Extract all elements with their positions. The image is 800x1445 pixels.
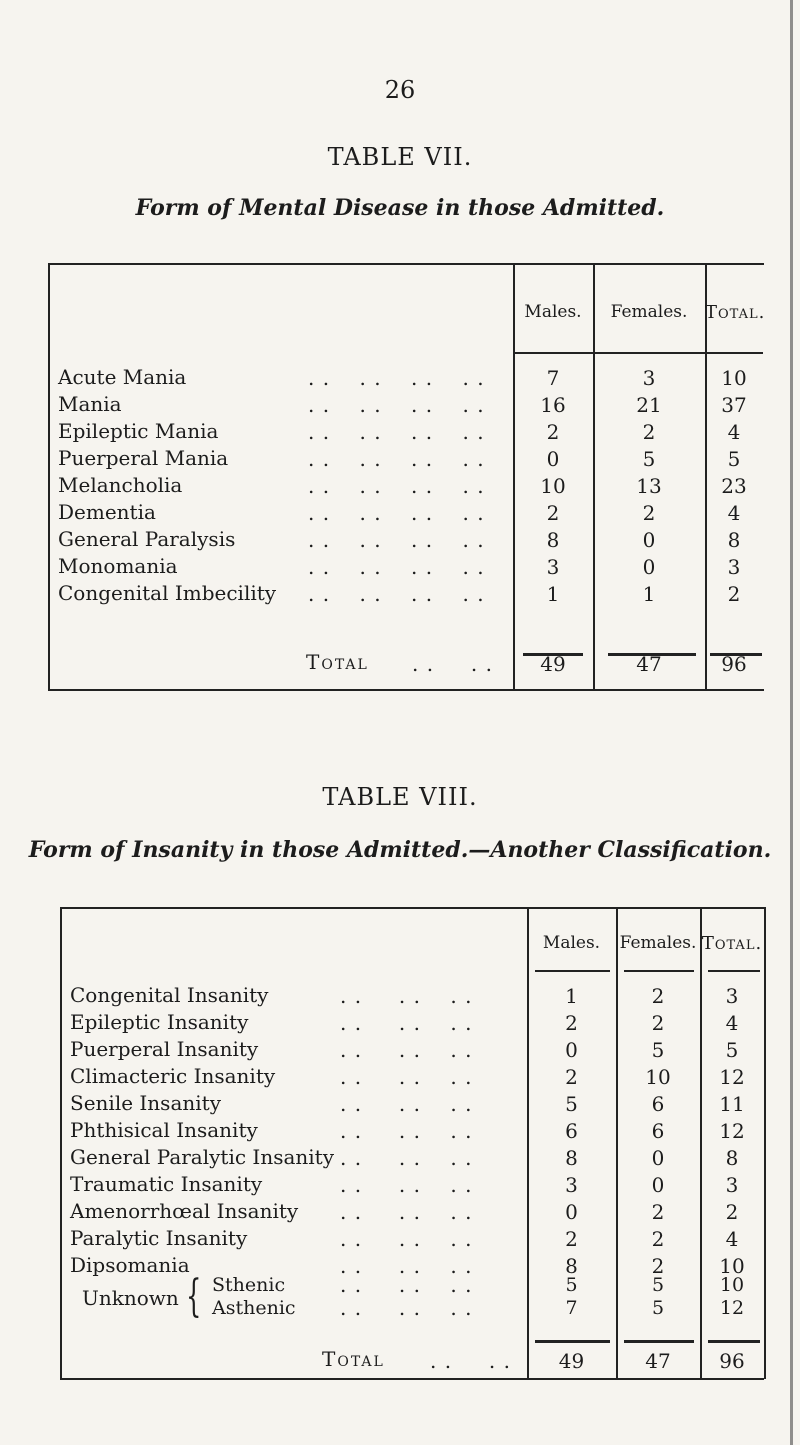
leader-dots: . . . . . . . . xyxy=(308,528,485,552)
row-total: 12 xyxy=(719,1119,745,1143)
row-females: 2 xyxy=(651,1254,665,1278)
row-label: Asthenic xyxy=(212,1297,296,1319)
row-males: 6 xyxy=(565,1119,578,1143)
leader-dots: . . . . . . xyxy=(340,984,473,1008)
row-males: 8 xyxy=(565,1254,578,1278)
table7-total-label: Total xyxy=(306,650,369,674)
leader-dots: . . . . . . . . xyxy=(308,501,485,525)
leader-dots: . . . . . . xyxy=(340,1038,473,1062)
row-males: 7 xyxy=(565,1297,578,1319)
table8-bottom-rule xyxy=(60,1378,764,1380)
row-total: 4 xyxy=(727,420,741,444)
row-label: General Paralysis xyxy=(58,527,236,551)
table8-heading: TABLE VIII. xyxy=(322,783,478,811)
row-total: 12 xyxy=(719,1065,745,1089)
row-total: 12 xyxy=(719,1297,745,1319)
row-females: 10 xyxy=(645,1065,671,1089)
leader-dots: . . . . . . . . xyxy=(308,447,485,471)
row-females: 21 xyxy=(636,393,662,417)
row-label: Puerperal Insanity xyxy=(70,1037,259,1061)
table7-header-males: Males. xyxy=(524,302,582,322)
table8-header-rule xyxy=(535,970,610,972)
table8-unknown-label: Unknown xyxy=(82,1286,179,1310)
row-females: 0 xyxy=(642,555,656,579)
table8-left-rule xyxy=(60,907,62,1379)
leader-dots: . . . . . . . . xyxy=(308,582,485,606)
row-total: 3 xyxy=(725,984,739,1008)
table8-header-rule xyxy=(624,970,694,972)
table8-total-label: Total xyxy=(322,1347,385,1371)
row-total: 2 xyxy=(727,582,741,606)
leader-dots: . . . . xyxy=(430,1349,511,1373)
row-total: 10 xyxy=(719,1254,745,1278)
brace-icon: { xyxy=(186,1271,202,1322)
leader-dots: . . . . . . xyxy=(340,1200,473,1224)
row-males: 2 xyxy=(565,1065,578,1089)
row-males: 2 xyxy=(546,420,560,444)
leader-dots: . . . . . . . . xyxy=(308,366,485,390)
row-total: 11 xyxy=(719,1092,745,1116)
row-females: 5 xyxy=(642,447,656,471)
row-males: 10 xyxy=(540,474,566,498)
row-label: General Paralytic Insanity xyxy=(70,1145,335,1169)
row-label: Paralytic Insanity xyxy=(70,1226,248,1250)
leader-dots: . . . . . . xyxy=(340,1273,473,1297)
row-label: Mania xyxy=(58,392,122,416)
row-total: 10 xyxy=(721,366,747,390)
row-total: 4 xyxy=(727,501,741,525)
row-males: 8 xyxy=(546,528,560,552)
row-total: 3 xyxy=(727,555,741,579)
row-males: 1 xyxy=(565,984,578,1008)
table8-total-females: 47 xyxy=(645,1349,671,1373)
row-total: 10 xyxy=(719,1274,745,1296)
leader-dots: . . . . xyxy=(412,652,493,676)
row-label: Monomania xyxy=(58,554,178,578)
table7-header-females: Females. xyxy=(610,302,688,322)
row-label: Phthisical Insanity xyxy=(70,1118,258,1142)
row-females: 0 xyxy=(651,1146,665,1170)
table8-sum-rule xyxy=(708,1340,760,1343)
row-females: 13 xyxy=(636,474,662,498)
table7-total-total: 96 xyxy=(721,652,747,676)
row-females: 3 xyxy=(642,366,656,390)
table8-header-rule xyxy=(708,970,760,972)
row-total: 2 xyxy=(725,1200,739,1224)
row-females: 2 xyxy=(651,1227,665,1251)
row-females: 5 xyxy=(651,1274,665,1296)
row-males: 0 xyxy=(565,1200,578,1224)
row-label: Traumatic Insanity xyxy=(70,1172,263,1196)
row-females: 6 xyxy=(651,1092,665,1116)
row-males: 2 xyxy=(546,501,560,525)
row-females: 2 xyxy=(651,1200,665,1224)
table7-subtitle: Form of Mental Disease in those Admitted. xyxy=(135,195,665,221)
table8-subtitle: Form of Insanity in those Admitted.—Another Classification. xyxy=(28,837,772,863)
row-females: 5 xyxy=(651,1297,665,1319)
row-males: 0 xyxy=(565,1038,578,1062)
row-males: 3 xyxy=(546,555,560,579)
row-females: 5 xyxy=(651,1038,665,1062)
row-label: Senile Insanity xyxy=(70,1091,221,1115)
table8-sum-rule xyxy=(535,1340,610,1343)
row-total: 8 xyxy=(725,1146,739,1170)
leader-dots: . . . . . . xyxy=(340,1092,473,1116)
row-females: 1 xyxy=(642,582,656,606)
row-label: Dementia xyxy=(58,500,156,524)
row-males: 2 xyxy=(565,1011,578,1035)
row-total: 4 xyxy=(725,1227,739,1251)
leader-dots: . . . . . . xyxy=(340,1119,473,1143)
table8-total-males: 49 xyxy=(558,1349,585,1373)
row-males: 8 xyxy=(565,1146,578,1170)
leader-dots: . . . . . . . . xyxy=(308,555,485,579)
leader-dots: . . . . . . xyxy=(340,1173,473,1197)
row-males: 2 xyxy=(565,1227,578,1251)
row-females: 2 xyxy=(642,420,656,444)
table7-total-males: 49 xyxy=(540,652,566,676)
row-females: 6 xyxy=(651,1119,665,1143)
row-label: Acute Mania xyxy=(58,365,187,389)
row-label: Epileptic Insanity xyxy=(70,1010,249,1034)
row-total: 5 xyxy=(727,447,741,471)
row-females: 2 xyxy=(651,1011,665,1035)
row-males: 5 xyxy=(565,1092,578,1116)
row-label: Dipsomania xyxy=(70,1253,190,1277)
row-label: Congenital Imbecility xyxy=(58,581,277,605)
row-total: 5 xyxy=(725,1038,739,1062)
row-label: Epileptic Mania xyxy=(58,419,219,443)
row-males: 16 xyxy=(540,393,566,417)
row-females: 2 xyxy=(651,984,665,1008)
row-total: 4 xyxy=(725,1011,739,1035)
leader-dots: . . . . . . xyxy=(340,1146,473,1170)
row-males: 1 xyxy=(546,582,560,606)
row-males: 7 xyxy=(546,366,560,390)
row-label: Amenorrhœal Insanity xyxy=(70,1199,299,1223)
row-females: 2 xyxy=(642,501,656,525)
leader-dots: . . . . . . . . xyxy=(308,474,485,498)
table8-header-total: Total. xyxy=(701,933,763,954)
leader-dots: . . . . . . . . xyxy=(308,393,485,417)
row-total: 8 xyxy=(727,528,741,552)
table7-total-females: 47 xyxy=(636,652,662,676)
row-females: 0 xyxy=(642,528,656,552)
leader-dots: . . . . . . . . xyxy=(308,420,485,444)
row-label: Climacteric Insanity xyxy=(70,1064,276,1088)
table7-header-total: Total. xyxy=(705,302,766,323)
row-label: Congenital Insanity xyxy=(70,983,269,1007)
row-total: 23 xyxy=(721,474,747,498)
row-males: 5 xyxy=(565,1274,578,1296)
row-label: Sthenic xyxy=(212,1274,286,1296)
row-label: Melancholia xyxy=(58,473,183,497)
table8-sum-rule xyxy=(624,1340,694,1343)
row-total: 37 xyxy=(721,393,747,417)
leader-dots: . . . . . . xyxy=(340,1011,473,1035)
table7-heading: TABLE VII. xyxy=(327,143,473,171)
leader-dots: . . . . . . xyxy=(340,1227,473,1251)
row-males: 0 xyxy=(546,447,560,471)
leader-dots: . . . . . . xyxy=(340,1254,473,1278)
leader-dots: . . . . . . xyxy=(340,1065,473,1089)
table8-top-rule xyxy=(60,907,764,909)
page-number: 26 xyxy=(384,76,416,104)
leader-dots: . . . . . . xyxy=(340,1296,473,1320)
table8-right-rule xyxy=(764,907,766,1379)
row-males: 3 xyxy=(565,1173,578,1197)
table8-header-males: Males. xyxy=(542,933,601,953)
row-label: Puerperal Mania xyxy=(58,446,229,470)
table8-header-females: Females. xyxy=(619,933,697,953)
table8-total-total: 96 xyxy=(719,1349,745,1373)
row-total: 3 xyxy=(725,1173,739,1197)
row-females: 0 xyxy=(651,1173,665,1197)
